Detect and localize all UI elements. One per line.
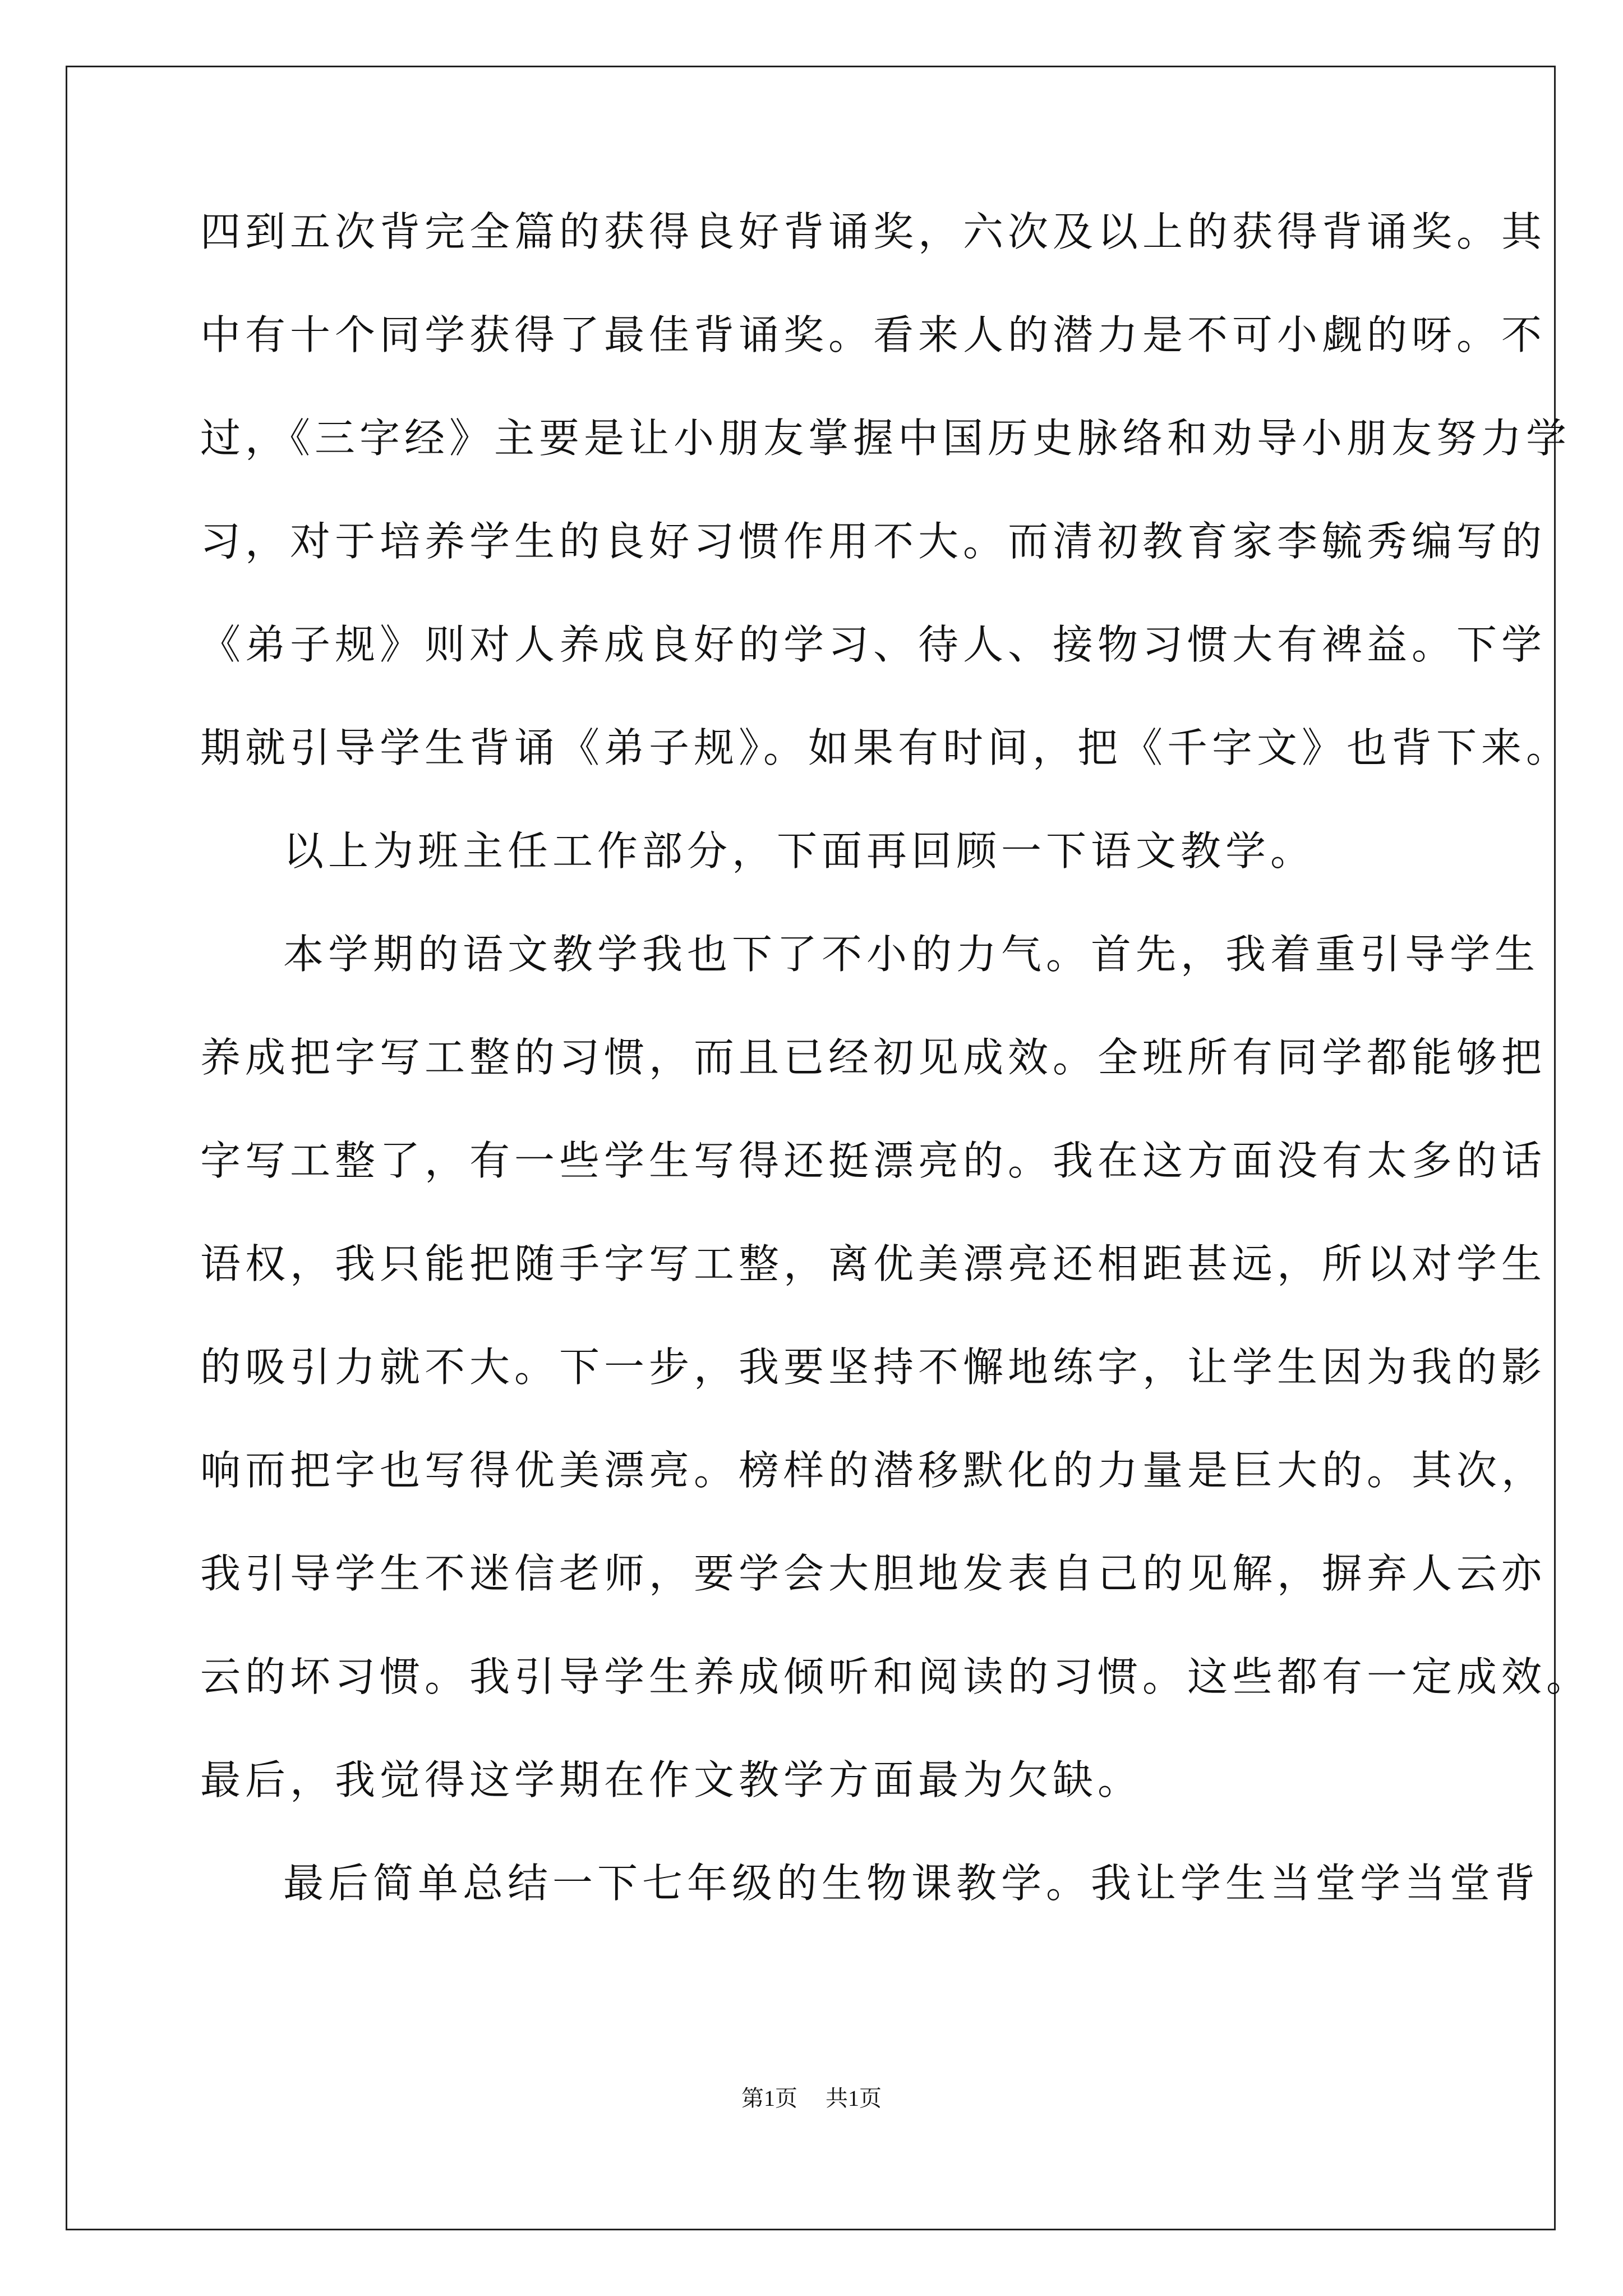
text-line: 语权，我只能把随手字写工整，离优美漂亮还相距甚远，所以对学生 <box>200 1240 1547 1287</box>
text-line: 最后，我觉得这学期在作文教学方面最为欠缺。 <box>200 1756 1143 1803</box>
text-line: 养成把字写工整的习惯，而且已经初见成效。全班所有同学都能够把 <box>200 1034 1547 1081</box>
text-line: 四到五次背完全篇的获得良好背诵奖，六次及以上的获得背诵奖。其 <box>200 208 1547 255</box>
page-footer <box>0 2084 1623 2113</box>
text-line: 响而把字也写得优美漂亮。榜样的潜移默化的力量是巨大的。其次， <box>200 1447 1547 1494</box>
text-line: 云的坏习惯。我引导学生养成倾听和阅读的习惯。这些都有一定成效。 <box>200 1653 1592 1700</box>
paragraph-first-line: 最后简单总结一下七年级的生物课教学。我让学生当堂学当堂背 <box>283 1860 1540 1907</box>
text-line: 《弟子规》则对人养成良好的学习、待人、接物习惯大有裨益。下学 <box>200 621 1547 668</box>
text-line: 的吸引力就不大。下一步，我要坚持不懈地练字，让学生因为我的影 <box>200 1343 1547 1391</box>
text-line: 我引导学生不迷信老师，要学会大胆地发表自己的见解，摒弃人云亦 <box>200 1550 1547 1597</box>
text-line: 过，《三字经》主要是让小朋友掌握中国历史脉络和劝导小朋友努力学 <box>200 415 1571 462</box>
paragraph-first-line: 以上为班主任工作部分，下面再回顾一下语文教学。 <box>283 827 1316 875</box>
text-line: 期就引导学生背诵《弟子规》。如果有时间，把《千字文》也背下来。 <box>200 724 1571 771</box>
text-line: 习，对于培养学生的良好习惯作用不大。而清初教育家李毓秀编写的 <box>200 518 1547 565</box>
paragraph-first-line: 本学期的语文教学我也下了不小的力气。首先，我着重引导学生 <box>283 931 1540 978</box>
text-line: 字写工整了，有一些学生写得还挺漂亮的。我在这方面没有太多的话 <box>200 1137 1547 1184</box>
text-line: 中有十个同学获得了最佳背诵奖。看来人的潜力是不可小觑的呀。不 <box>200 311 1547 358</box>
page-number-current: 第1页 <box>741 2086 797 2111</box>
page-number-total: 共1页 <box>826 2086 882 2111</box>
